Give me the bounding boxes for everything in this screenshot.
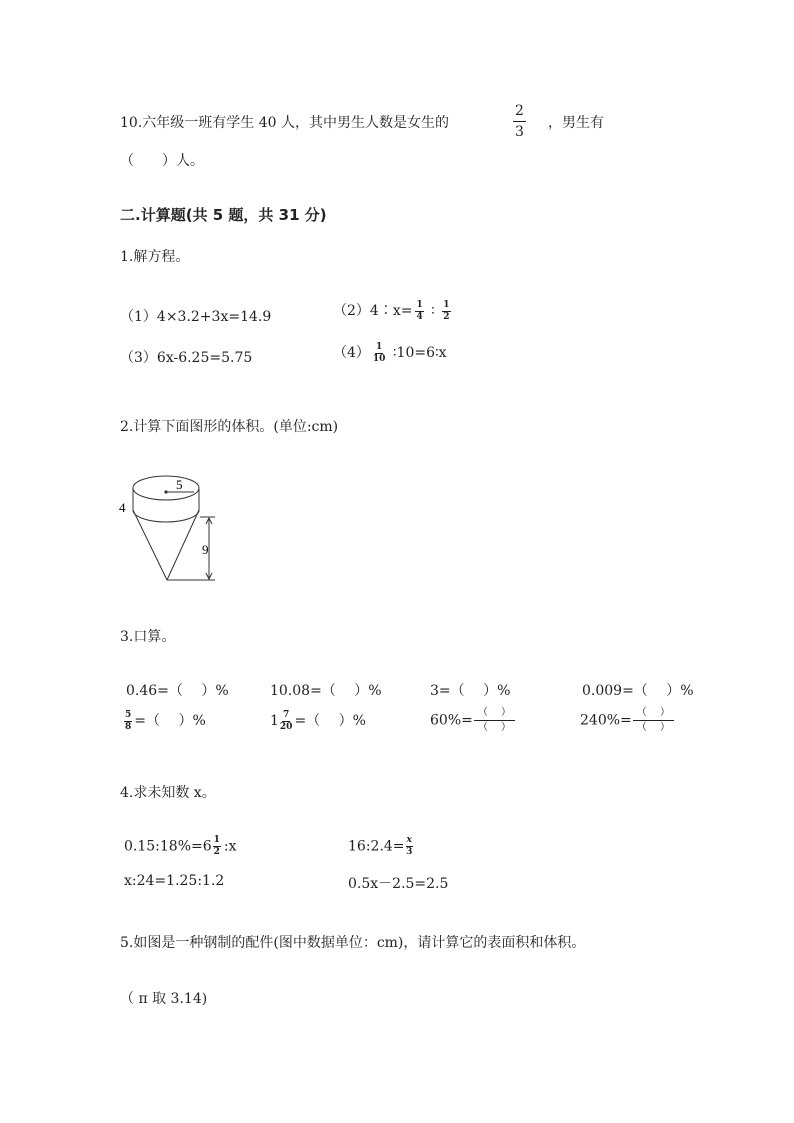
proportion-b: 16:2.4= $\frac{x}{3}$ — [348, 835, 413, 857]
q10-text-before: 10.六年级一班有学生 40 人，其中男生人数是女生的 — [120, 115, 449, 131]
equation-d: 0.5x－2.5=2.5 — [348, 876, 449, 892]
cylinder-bottom-arc — [133, 510, 199, 522]
q10-answer-line: （ ）人。 — [120, 153, 204, 169]
cone-height-label: 9 — [202, 542, 209, 557]
equation-2: （2）4∶x= $\frac{1}{4}$ ∶ $\frac{1}{2}$ — [333, 299, 450, 322]
equation-1: （1）4×3.2+3x=14.9 — [120, 309, 272, 325]
proportion-a: 0.15:18%=6 $\frac{1}{2}$ :x — [124, 835, 237, 857]
mental-calc-5: $\frac{5}{8}$ =（ ）% — [125, 709, 206, 732]
equation-4: （4） $\frac{1}{10}$ ∶10=6∶x — [333, 341, 447, 364]
mental-calc-3: 3=（ ）% — [430, 683, 511, 699]
fraction-numerator: 2 — [513, 104, 526, 122]
fraction-denominator: 3 — [515, 124, 524, 140]
height-label: 4 — [119, 500, 126, 515]
section-title: 二.计算题(共 5 题，共 31 分) — [120, 206, 327, 224]
q10-fraction — [510, 104, 529, 139]
q10-text-after: ，男生有 — [548, 115, 604, 131]
proportion-c: x:24=1.25:1.2 — [124, 873, 225, 889]
center-point — [164, 490, 167, 493]
problem-2-title: 2.计算下面图形的体积。(单位:cm) — [120, 419, 339, 435]
pi-note: （ π 取 3.14) — [120, 991, 208, 1007]
mental-calc-2: 10.08=（ ）% — [270, 683, 382, 699]
mental-calc-1: 0.46=（ ）% — [126, 683, 229, 699]
problem-5-title: 5.如图是一种钢制的配件(图中数据单位：cm)，请计算它的表面积和体积。 — [120, 935, 586, 951]
mental-calc-8: 240%= $\frac{( )}{( )}$ — [580, 708, 674, 733]
radius-label: 5 — [176, 477, 183, 492]
problem-1-title: 1.解方程。 — [120, 249, 190, 265]
mental-calc-4: 0.009=（ ）% — [582, 683, 694, 699]
problem-4-title: 4.求未知数 x。 — [120, 785, 216, 801]
mental-calc-6: 1 $\frac{7}{20}$ =（ ）% — [270, 709, 366, 732]
mental-calc-7: 60%= $\frac{( )}{( )}$ — [430, 708, 515, 733]
problem-3-title: 3.口算。 — [120, 629, 176, 645]
q10-line1 — [120, 112, 449, 132]
cylinder-top-ellipse — [133, 476, 199, 500]
cylinder-cone-figure — [116, 462, 226, 586]
equation-3: （3）6x-6.25=5.75 — [120, 350, 253, 366]
